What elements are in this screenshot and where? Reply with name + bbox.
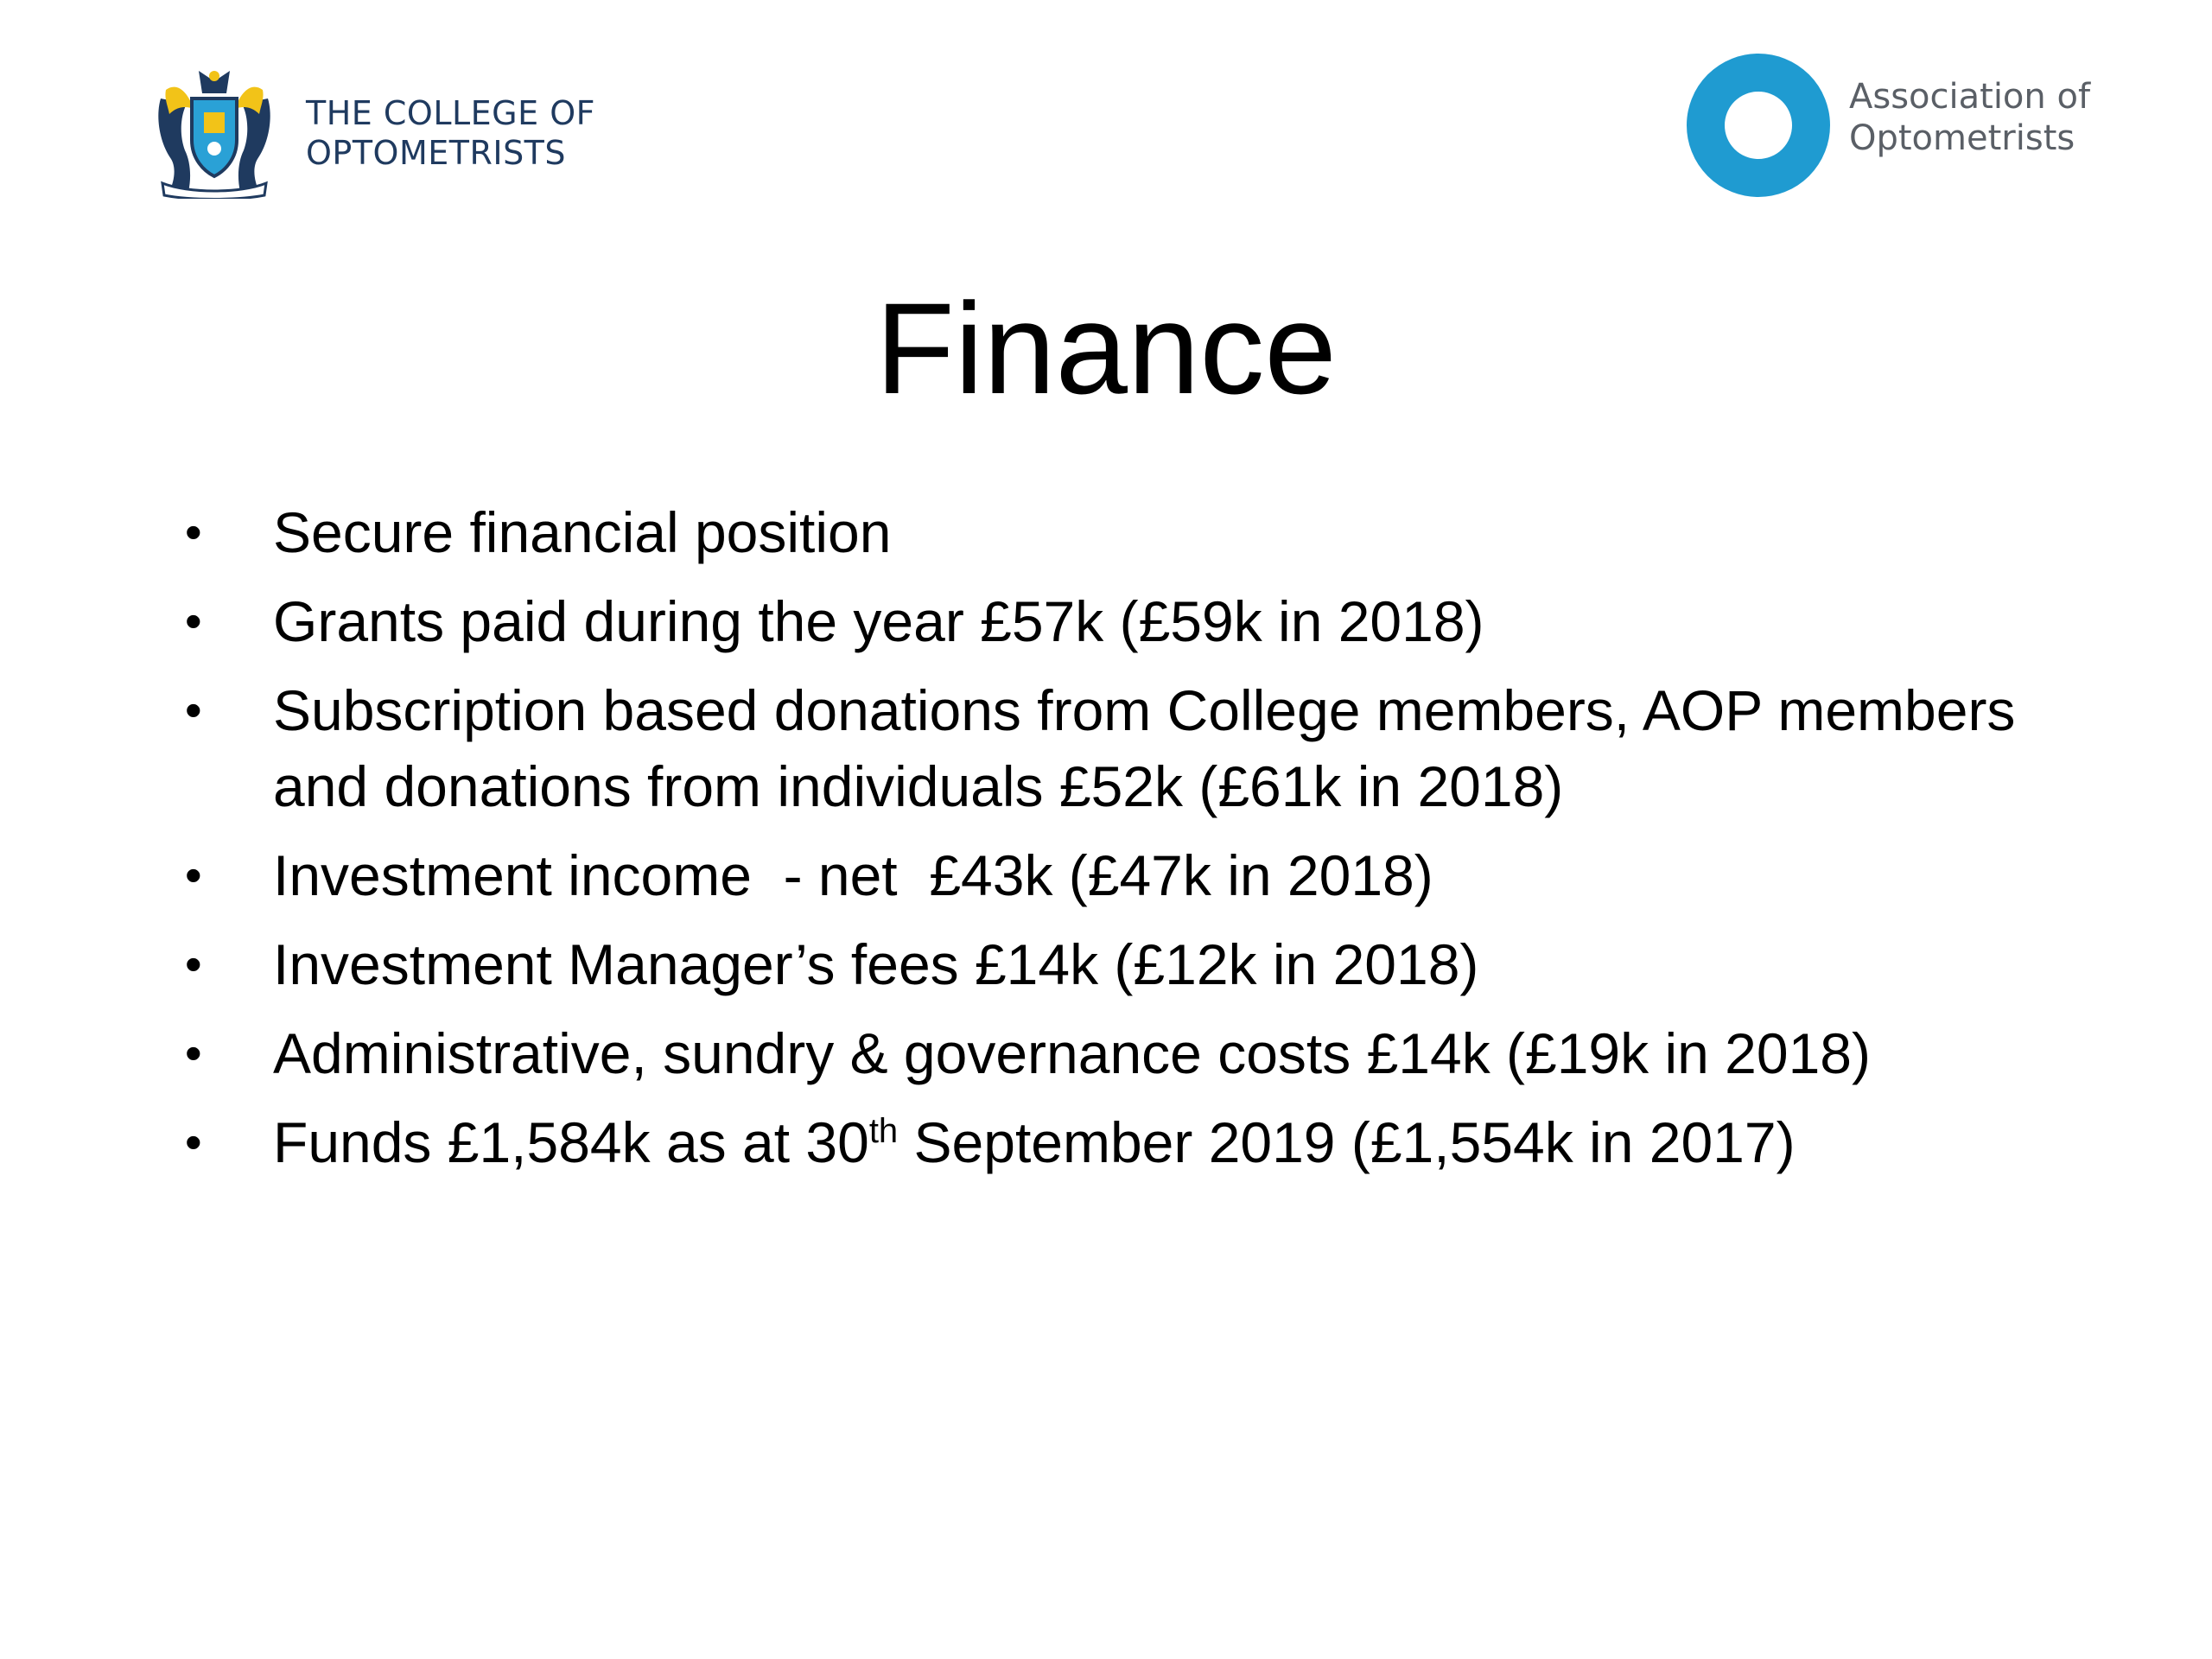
association-of-optometrists-logo — [1685, 52, 2117, 199]
college-wordmark-line-2: OPTOMETRISTS — [306, 134, 567, 172]
aop-ring-icon — [1685, 52, 1832, 199]
bullet-item-admin-costs — [185, 1015, 2043, 1091]
college-crest-icon — [154, 64, 275, 199]
aop-wordmark — [1849, 76, 2090, 159]
bullet-item-financial-position — [185, 494, 2043, 570]
bullet-item-donations — [185, 672, 2043, 824]
bullet-dot: • — [185, 594, 202, 648]
bullet-list — [185, 494, 2043, 1193]
bullet-text-after: September 2019 (£1,554k in 2017) — [898, 1110, 1796, 1174]
college-wordmark-line-1: THE COLLEGE OF — [306, 94, 595, 132]
bullet-text: Administrative, sundry & governance costs £14k (£19k in 2018) — [273, 1021, 1871, 1085]
slide-title: Finance — [875, 276, 1337, 421]
bullet-text: Grants paid during the year £57k (£59k in 2018) — [273, 589, 1484, 653]
college-wordmark — [306, 93, 595, 173]
bullet-text: Secure financial position — [273, 500, 892, 564]
bullet-text: Investment Manager’s fees £14k (£12k in 2018) — [273, 932, 1479, 996]
bullet-dot: • — [185, 1115, 202, 1169]
bullet-dot: • — [185, 683, 202, 737]
bullet-item-manager-fees — [185, 926, 2043, 1002]
aop-wordmark-line-2: Optometrists — [1849, 118, 2075, 158]
bullet-dot: • — [185, 937, 202, 991]
college-of-optometrists-logo — [154, 64, 603, 199]
bullet-text: Investment income - net £43k (£47k in 2018) — [273, 843, 1433, 907]
bullet-text: Subscription based donations from College members, AOP members and donations from individuals £52k (£61k in 2018) — [273, 678, 2016, 818]
bullet-text-before: Funds £1,584k as at 30 — [273, 1110, 869, 1174]
aop-wordmark-line-1: Association of — [1849, 77, 2091, 117]
bullet-dot: • — [185, 505, 202, 559]
bullet-dot: • — [185, 1026, 202, 1080]
bullet-item-funds — [185, 1104, 2043, 1180]
bullet-item-grants — [185, 583, 2043, 659]
ordinal-superscript: th — [868, 1112, 899, 1150]
bullet-dot: • — [185, 848, 202, 902]
bullet-item-investment-income — [185, 837, 2043, 913]
